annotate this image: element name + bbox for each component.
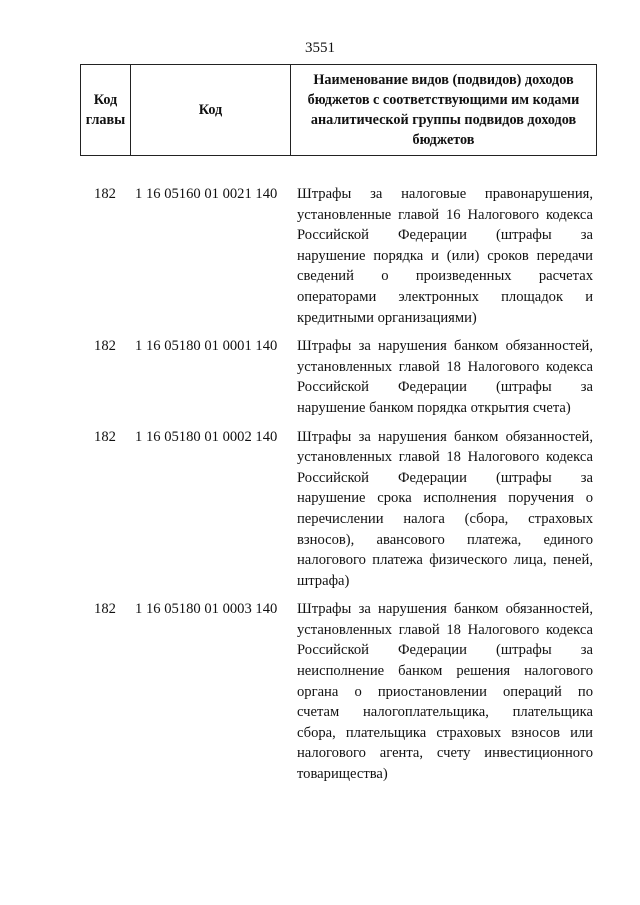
header-name-line: бюджетов <box>412 132 475 148</box>
header-chapter-code <box>81 65 131 156</box>
header-name-line: аналитической группы подвидов доходов <box>310 112 577 128</box>
income-name-cell <box>297 336 593 418</box>
income-name-line: товарищества) <box>297 766 388 783</box>
income-name-line: Российской Федерации (штрафы за <box>297 469 593 486</box>
header-name <box>291 65 597 156</box>
table-header <box>80 64 597 156</box>
income-name-line: нарушение порядка и (или) сроков передачи <box>297 247 593 264</box>
income-name-line: штрафа) <box>297 572 350 589</box>
header-chapter-line-1: Код <box>93 92 118 108</box>
income-name-line: Штрафы за налоговые правонарушения, <box>297 186 593 202</box>
income-name-line: кредитными организациями) <box>297 309 477 326</box>
income-code-cell: 1 16 05180 01 0001 140 <box>135 338 278 355</box>
income-name-cell <box>297 599 593 784</box>
income-code-cell: 1 16 05180 01 0003 140 <box>135 601 278 618</box>
income-name-line: органа о приостановлении операций по <box>297 683 593 700</box>
header-chapter-line-2: главы <box>85 112 126 128</box>
chapter-code-cell: 182 <box>94 428 116 445</box>
table-row <box>80 336 596 418</box>
income-name-line: Российской Федерации (штрафы за <box>297 227 593 244</box>
income-name-line: Штрафы за нарушения банком обязанностей, <box>297 428 593 445</box>
page-number: 3551 <box>305 40 335 56</box>
header-name-line: Наименование видов (подвидов) доходов <box>313 72 574 88</box>
header-name-line: бюджетов с соответствующими им кодами <box>307 92 580 108</box>
income-name-cell <box>297 184 593 328</box>
income-name-cell <box>297 427 593 592</box>
income-name-line: перечислении налога (сбора, страховых <box>297 510 593 527</box>
income-name-line: Российской Федерации (штрафы за <box>297 642 593 659</box>
income-name-line: Штрафы за нарушения банком обязанностей, <box>297 601 593 618</box>
income-name-line: установленных главой 18 Налогового кодекса <box>297 449 593 466</box>
income-name-line: нарушение срока исполнения поручения о <box>297 490 593 507</box>
chapter-code-cell: 182 <box>94 601 116 618</box>
income-name-line: счетам налогоплательщика, плательщика <box>297 704 593 721</box>
income-name-line: установленных главой 18 Налогового кодекса <box>297 621 593 638</box>
table-row <box>80 599 596 784</box>
income-name-line: установленные главой 16 Налогового кодекса <box>297 206 593 223</box>
header-code: Код <box>131 65 291 156</box>
income-code-cell: 1 16 05180 01 0002 140 <box>135 428 278 445</box>
income-name-line: налогового платежа физического лица, пеней, <box>297 552 593 569</box>
chapter-code-cell: 182 <box>94 338 116 355</box>
income-name-line: Штрафы за нарушения банком обязанностей, <box>297 338 593 355</box>
income-name-line: неисполнение банком решения налогового <box>297 663 593 680</box>
table-row <box>80 427 596 592</box>
table-body <box>80 184 596 793</box>
table-row <box>80 184 596 328</box>
income-name-line: сведений о произведенных расчетах <box>297 268 593 285</box>
income-name-line: операторами электронных площадок и <box>297 288 593 305</box>
income-name-line: сбора, плательщика страховых взносов или <box>297 724 593 741</box>
income-name-line: взносов), авансового платежа, единого <box>297 531 593 548</box>
income-name-line: налогового агента, счету инвестиционного <box>297 745 593 762</box>
income-name-line: установленных главой 18 Налогового кодекса <box>297 358 593 375</box>
income-code-cell: 1 16 05160 01 0021 140 <box>135 186 278 202</box>
income-name-line: нарушение банком порядка открытия счета) <box>297 399 571 416</box>
chapter-code-cell: 182 <box>94 186 116 202</box>
income-name-line: Российской Федерации (штрафы за <box>297 379 593 396</box>
